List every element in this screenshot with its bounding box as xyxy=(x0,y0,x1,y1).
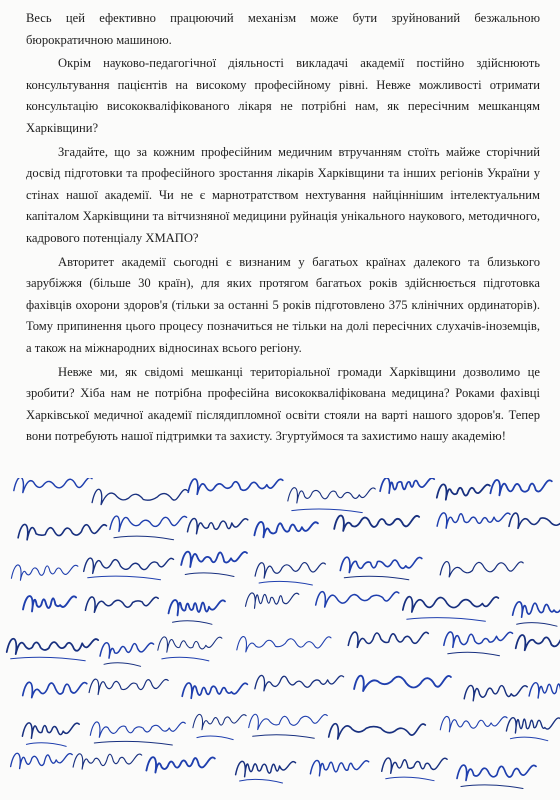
signature-27 xyxy=(513,602,560,617)
signature-19 xyxy=(340,557,422,572)
signature-44 xyxy=(193,714,246,729)
signature-underline-29 xyxy=(104,663,141,667)
signature-12 xyxy=(334,516,419,531)
signature-38 xyxy=(255,675,344,690)
signature-underline-55 xyxy=(461,785,523,789)
signature-underline-45 xyxy=(253,735,315,739)
signature-31 xyxy=(237,637,331,652)
signature-25 xyxy=(316,592,399,607)
signature-4 xyxy=(288,488,376,503)
signature-16 xyxy=(84,558,174,573)
signature-35 xyxy=(23,682,87,697)
signature-20 xyxy=(440,562,523,577)
signature-underline-4 xyxy=(292,509,363,513)
signature-underline-44 xyxy=(197,736,233,740)
paragraph-1: Весь цей ефективно працюючий механізм може бути зруйнований безжальною бюрократичною машиною. xyxy=(26,11,540,47)
paragraph-4: Авторитет академії сьогодні є визнаним у багатьох країнах далекого та близького зарубіжжя (більше 30 країн), для яких протягом багатьох років здійснюється підготовка фахівців охорони здоров'я (тільки за останні 5 років підготовлено 375 клінічних ординаторів). Тому припинення цього процесу позначиться не тільки на долі пересічних слухачів-іноземців, а також на міжнародних відносинах всього регіону. xyxy=(26,254,540,355)
signature-21 xyxy=(23,596,76,611)
signature-48 xyxy=(506,718,560,733)
signature-10 xyxy=(188,518,248,533)
signature-underline-26 xyxy=(407,618,486,622)
signature-3 xyxy=(188,479,283,494)
signature-39 xyxy=(354,676,451,691)
paragraph-3: Згадайте, що за кожним професійним медичним втручанням стоїть майже сторічний досвід підготовки та професійного зростання лікарів Харківщини та інших регіонів України у стінах нашої академії. Чи не є марнотратством нехтування найціннішим інтелектуальним капіталом Харківщини та вітчизняної медицини руйнація унікального наукового, методичного, кадрового потенціалу ХМАПО? xyxy=(26,144,540,245)
signature-36 xyxy=(89,679,168,694)
letter-body xyxy=(26,8,540,450)
signature-46 xyxy=(329,724,426,739)
signature-underline-9 xyxy=(114,536,174,540)
signature-underline-18 xyxy=(259,581,312,585)
signature-8 xyxy=(18,524,106,539)
signature-5 xyxy=(380,478,434,493)
signature-13 xyxy=(437,513,510,528)
signature-32 xyxy=(348,632,428,647)
signature-34 xyxy=(516,635,560,650)
signature-41 xyxy=(529,683,560,698)
signature-45 xyxy=(249,714,328,729)
signature-53 xyxy=(310,760,368,775)
signature-47 xyxy=(440,716,507,731)
signature-underline-48 xyxy=(510,737,547,741)
signature-26 xyxy=(403,597,499,612)
signature-underline-17 xyxy=(185,573,234,577)
signature-underline-28 xyxy=(11,657,86,661)
signature-28 xyxy=(7,639,99,654)
signature-22 xyxy=(85,597,158,612)
paragraph-2: Окрім науково-педагогічної діяльності викладачі академії постійно здійснюють консультування пацієнтів на високому професійному рівні. Невже можливості отримати консультацію висококваліфікованого лікаря не потрібні нам, як пересічним мешканцям Харківщини? xyxy=(26,56,540,135)
signature-underline-43 xyxy=(94,741,172,745)
signature-1 xyxy=(14,478,92,493)
signature-underline-23 xyxy=(173,621,213,625)
signature-underline-27 xyxy=(517,623,557,627)
signature-2 xyxy=(92,489,187,504)
signature-underline-42 xyxy=(26,743,66,747)
signature-50 xyxy=(73,754,142,769)
signature-6 xyxy=(437,484,490,499)
paragraph-5: Невже ми, як свідомі мешканці територіальної громади Харківщини дозволимо це зробити? Хіба нам не потрібна професійна висококваліфікована медицина? Роками фахівці Харківської медичної академії післядипломної освіти стояли на варті нашого здоров'я. Тепер вони потребують нашої підтримки та захисту. Згуртуймося та захистимо нашу академію! xyxy=(26,364,540,444)
signature-51 xyxy=(146,757,214,772)
signature-17 xyxy=(181,552,247,567)
signature-40 xyxy=(464,685,527,700)
signature-42 xyxy=(22,723,79,738)
signatures-area xyxy=(0,478,560,800)
signature-14 xyxy=(509,513,560,528)
signature-7 xyxy=(490,480,551,495)
signature-29 xyxy=(100,643,154,658)
signature-52 xyxy=(236,761,296,776)
signature-18 xyxy=(255,563,325,579)
signature-49 xyxy=(11,753,73,768)
signature-43 xyxy=(90,722,185,737)
signature-23 xyxy=(169,600,226,615)
signature-55 xyxy=(457,765,536,780)
handwritten-signatures xyxy=(0,478,560,800)
signature-24 xyxy=(246,593,299,608)
signature-37 xyxy=(182,683,247,698)
signature-54 xyxy=(382,758,447,773)
signature-underline-19 xyxy=(344,576,409,580)
signature-15 xyxy=(11,565,78,580)
signature-underline-54 xyxy=(386,777,434,781)
signature-11 xyxy=(254,522,318,537)
signature-underline-52 xyxy=(240,779,283,783)
signature-33 xyxy=(444,632,513,647)
signature-9 xyxy=(110,516,187,531)
signature-underline-16 xyxy=(88,576,161,580)
signature-underline-33 xyxy=(448,652,500,656)
signature-underline-30 xyxy=(162,657,209,661)
signature-30 xyxy=(158,637,222,652)
